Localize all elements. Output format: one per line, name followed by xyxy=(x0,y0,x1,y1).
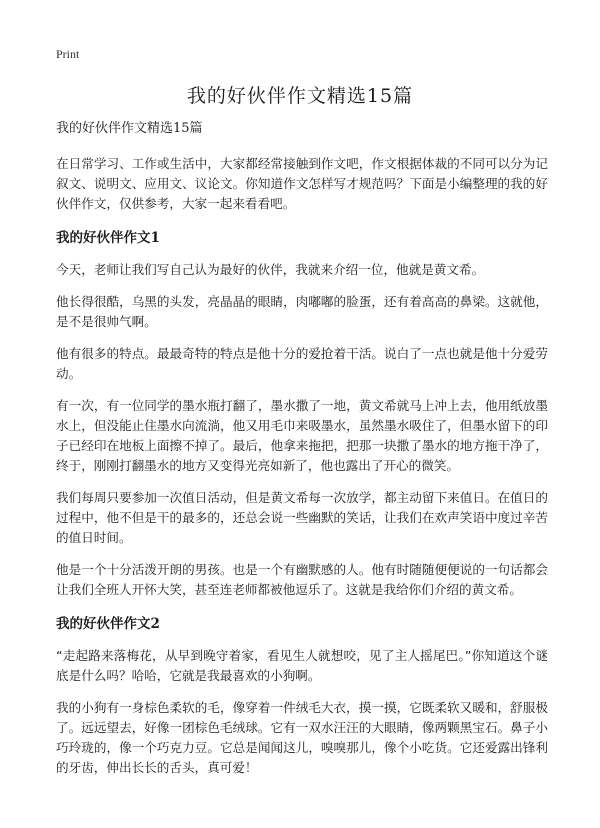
section-heading: 我的好伙伴作文2 xyxy=(56,616,160,632)
document-subtitle: 我的好伙伴作文精选15篇 xyxy=(56,121,203,136)
section-heading: 我的好伙伴作文1 xyxy=(56,230,160,246)
section-paragraph: 我的小狗有一身棕色柔软的毛，像穿着一件绒毛大衣，摸一摸，它既柔软又暖和，舒服极了。远远望去，好像一团棕色毛绒球。它有一双水汪汪的大眼睛，像两颗黑宝石。鼻子小巧玲珑的，像一个巧克力豆。它总是闻闻这儿，嗅嗅那儿，像个小吃货。它还爱露出锋利的牙齿，伸出长长的舌头，真可爱！ xyxy=(56,700,548,775)
section-paragraph: 他有很多的特点。最最奇特的特点是他十分的爱抢着干活。说白了一点也就是他十分爱劳动。 xyxy=(56,346,548,381)
document-title: 我的好伙伴作文精选15篇 xyxy=(186,85,414,107)
section-paragraph: 我们每周只要参加一次值日活动，但是黄文希每一次放学，都主动留下来值日。在值日的过程中，他不但是干的最多的，还总会说一些幽默的笑话，让我们在欢声笑语中度过辛苦的值日时间。 xyxy=(56,490,548,545)
section-paragraph: 有一次，有一位同学的墨水瓶打翻了，墨水撒了一地，黄文希就马上冲上去，他用纸放墨水上，但没能止住墨水向流淌，他又用毛巾来吸墨水，虽然墨水吸住了，但墨水留下的印子已经印在地板上面擦不掉了。最后，他拿来拖把，把那一块撒了墨水的地方拖干净了，终于，刚刚打翻墨水的地方又变得光亮如新了，他也露出了开心的微笑。 xyxy=(56,398,548,473)
section-paragraph: “走起路来落梅花，从早到晚守着家，看见生人就想咬，见了主人摇尾巴。”你知道这个谜底是什么吗？哈哈，它就是我最喜欢的小狗啊。 xyxy=(56,648,548,683)
intro-paragraph: 在日常学习、工作或生活中，大家都经常接触到作文吧，作文根据体裁的不同可以分为记叙文、说明文、应用文、议论文。你知道作文怎样写才规范吗？下面是小编整理的我的好伙伴作文，仅供参考，大家一起来看看吧。 xyxy=(56,156,548,211)
document-body xyxy=(56,119,548,790)
section-paragraph: 今天，老师让我们写自己认为最好的伙伴，我就来介绍一位，他就是黄文希。 xyxy=(56,262,485,277)
section-paragraph: 他是一个十分活泼开朗的男孩。也是一个有幽默感的人。他有时随随便便说的一句话都会让我们全班人开怀大笑，甚至连老师都被他逗乐了。这就是我给你们介绍的黄文希。 xyxy=(56,562,548,597)
section-paragraph: 他长得很酷，乌黑的头发，亮晶晶的眼睛，肉嘟嘟的脸蛋，还有着高高的鼻梁。这就他，是不是很帅气啊。 xyxy=(56,294,548,329)
print-link[interactable]: Print xyxy=(56,47,80,61)
